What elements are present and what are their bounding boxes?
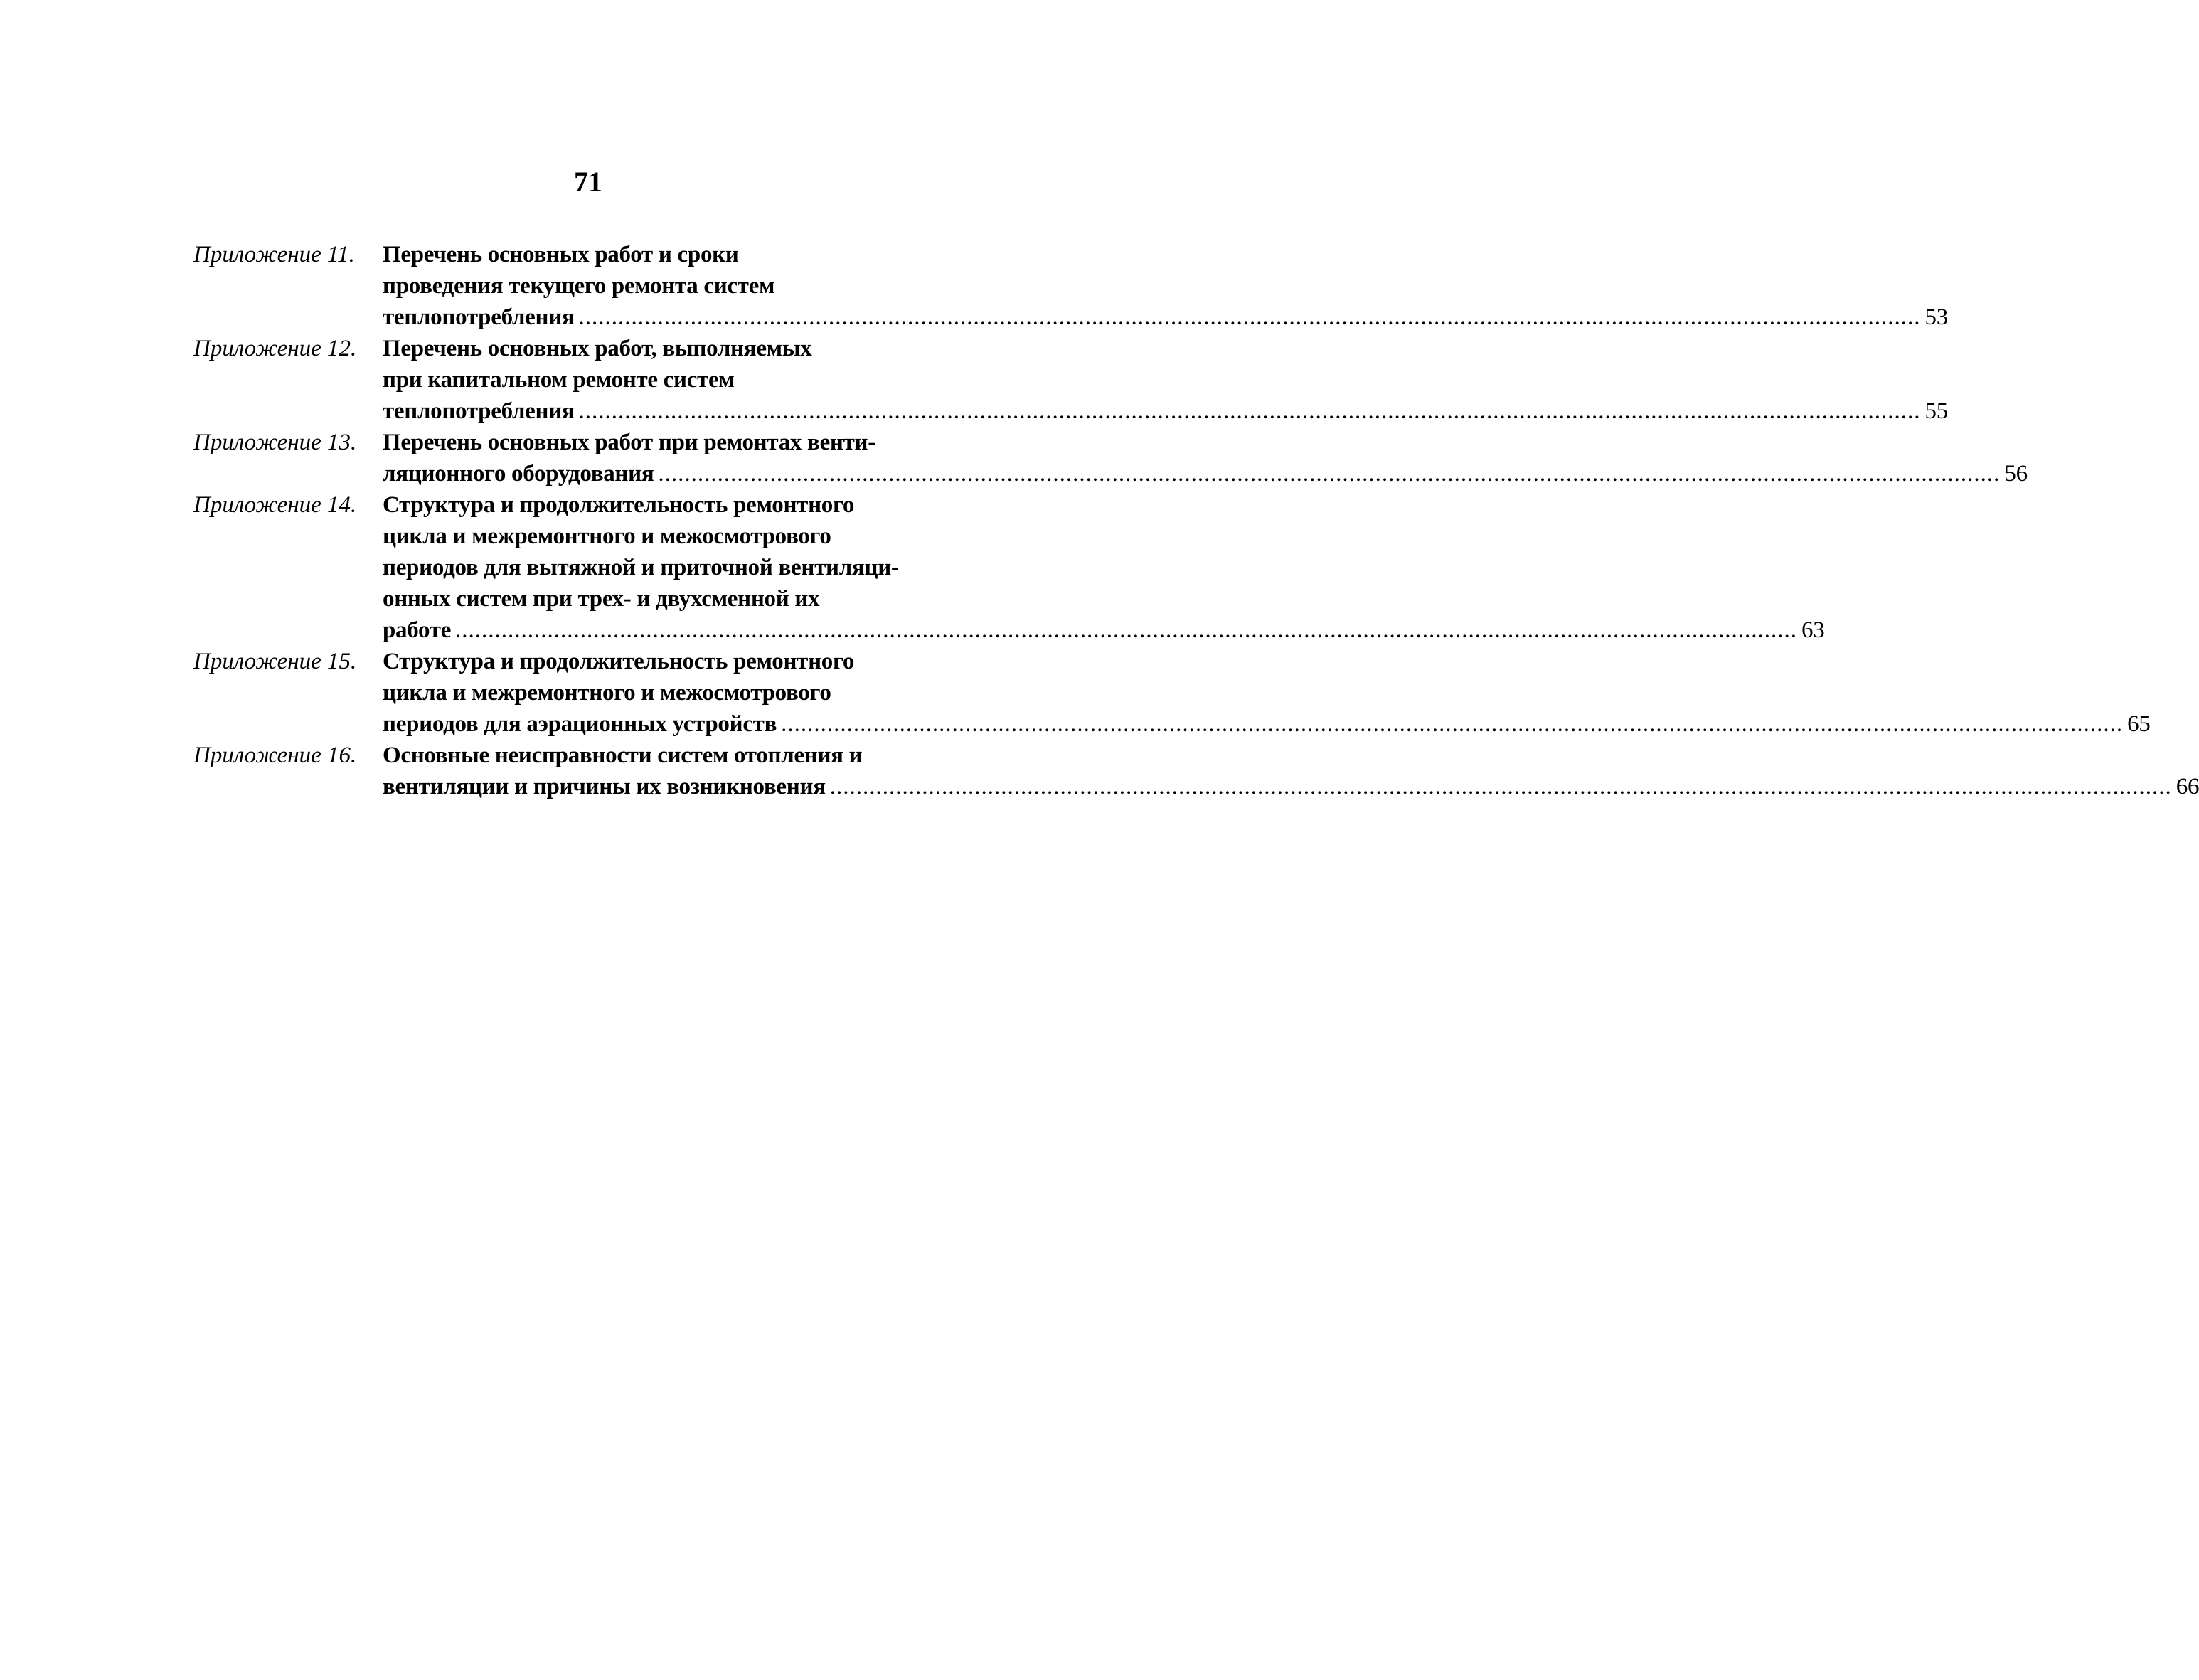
toc-entry-line: цикла и межремонтного и межосмотрового: [383, 680, 831, 706]
dot-leader: [781, 708, 2123, 740]
toc-entry-line: периодов для вытяжной и приточной вентиляци-: [383, 555, 899, 580]
toc-page-ref: 53: [1924, 304, 1948, 330]
toc-entry-appendix-11[interactable]: [193, 239, 1948, 333]
toc-entry-line: Перечень основных работ при ремонтах венти-: [383, 430, 875, 455]
toc-entry-line: Основные неисправности систем отопления и: [383, 743, 863, 768]
toc-entry-last-line: [383, 395, 1948, 427]
dot-leader: [658, 458, 2000, 489]
page-number: 71: [574, 166, 602, 198]
dot-leader: [830, 771, 2172, 802]
toc-entry-line: проведения текущего ремонта систем: [383, 273, 775, 299]
toc-entry-last-line: [383, 302, 1948, 333]
toc-entry-appendix-14[interactable]: [193, 489, 1825, 646]
toc-entry-label: Приложение 15.: [193, 649, 357, 674]
toc-entry-title: [383, 740, 2199, 802]
toc-entry-title: [383, 427, 2028, 489]
toc-entry-line: онных систем при трех- и двухсменной их: [383, 586, 820, 612]
toc-entry-line: теплопотребления: [383, 304, 575, 330]
toc-entry-title: [383, 239, 1948, 333]
toc-entry-line: ляционного оборудования: [383, 461, 654, 487]
dot-leader: [579, 395, 1921, 427]
toc-page-ref: 56: [2004, 461, 2028, 487]
table-of-contents: [193, 239, 2199, 802]
toc-entry-label: Приложение 14.: [193, 492, 357, 518]
toc-entry-label: Приложение 16.: [193, 743, 357, 768]
toc-entry-title: [383, 333, 1948, 427]
toc-page-ref: 55: [1924, 398, 1948, 424]
dot-leader: [455, 615, 1797, 646]
toc-entry-line: вентиляции и причины их возникновения: [383, 774, 826, 799]
dot-leader: [579, 302, 1921, 333]
toc-page-ref: 63: [1801, 617, 1825, 643]
toc-entry-label: Приложение 12.: [193, 336, 357, 361]
toc-entry-title: [383, 489, 1824, 646]
toc-page-ref: 65: [2127, 711, 2151, 737]
toc-entry-appendix-16[interactable]: [193, 740, 2199, 802]
toc-page-ref: 66: [2176, 774, 2199, 799]
toc-entry-line: Структура и продолжительность ремонтного: [383, 649, 855, 674]
toc-entry-line: Структура и продолжительность ремонтного: [383, 492, 855, 518]
toc-entry-line: теплопотребления: [383, 398, 575, 424]
toc-entry-line: работе: [383, 617, 452, 643]
toc-entry-last-line: [383, 708, 2151, 740]
toc-entry-line: цикла и межремонтного и межосмотрового: [383, 523, 831, 549]
toc-entry-line: периодов для аэрационных устройств: [383, 711, 777, 737]
toc-entry-appendix-13[interactable]: [193, 427, 2028, 489]
toc-entry-title: [383, 646, 2151, 740]
toc-entry-line: при капитальном ремонте систем: [383, 367, 735, 393]
toc-entry-last-line: [383, 458, 2028, 489]
toc-entry-label: Приложение 13.: [193, 430, 357, 455]
toc-entry-appendix-15[interactable]: [193, 646, 2151, 740]
toc-entry-label: Приложение 11.: [193, 242, 355, 267]
toc-entry-last-line: [383, 615, 1824, 646]
toc-entry-line: Перечень основных работ и сроки: [383, 242, 739, 267]
toc-entry-line: Перечень основных работ, выполняемых: [383, 336, 812, 361]
toc-entry-last-line: [383, 771, 2199, 802]
toc-entry-appendix-12[interactable]: [193, 333, 1948, 427]
